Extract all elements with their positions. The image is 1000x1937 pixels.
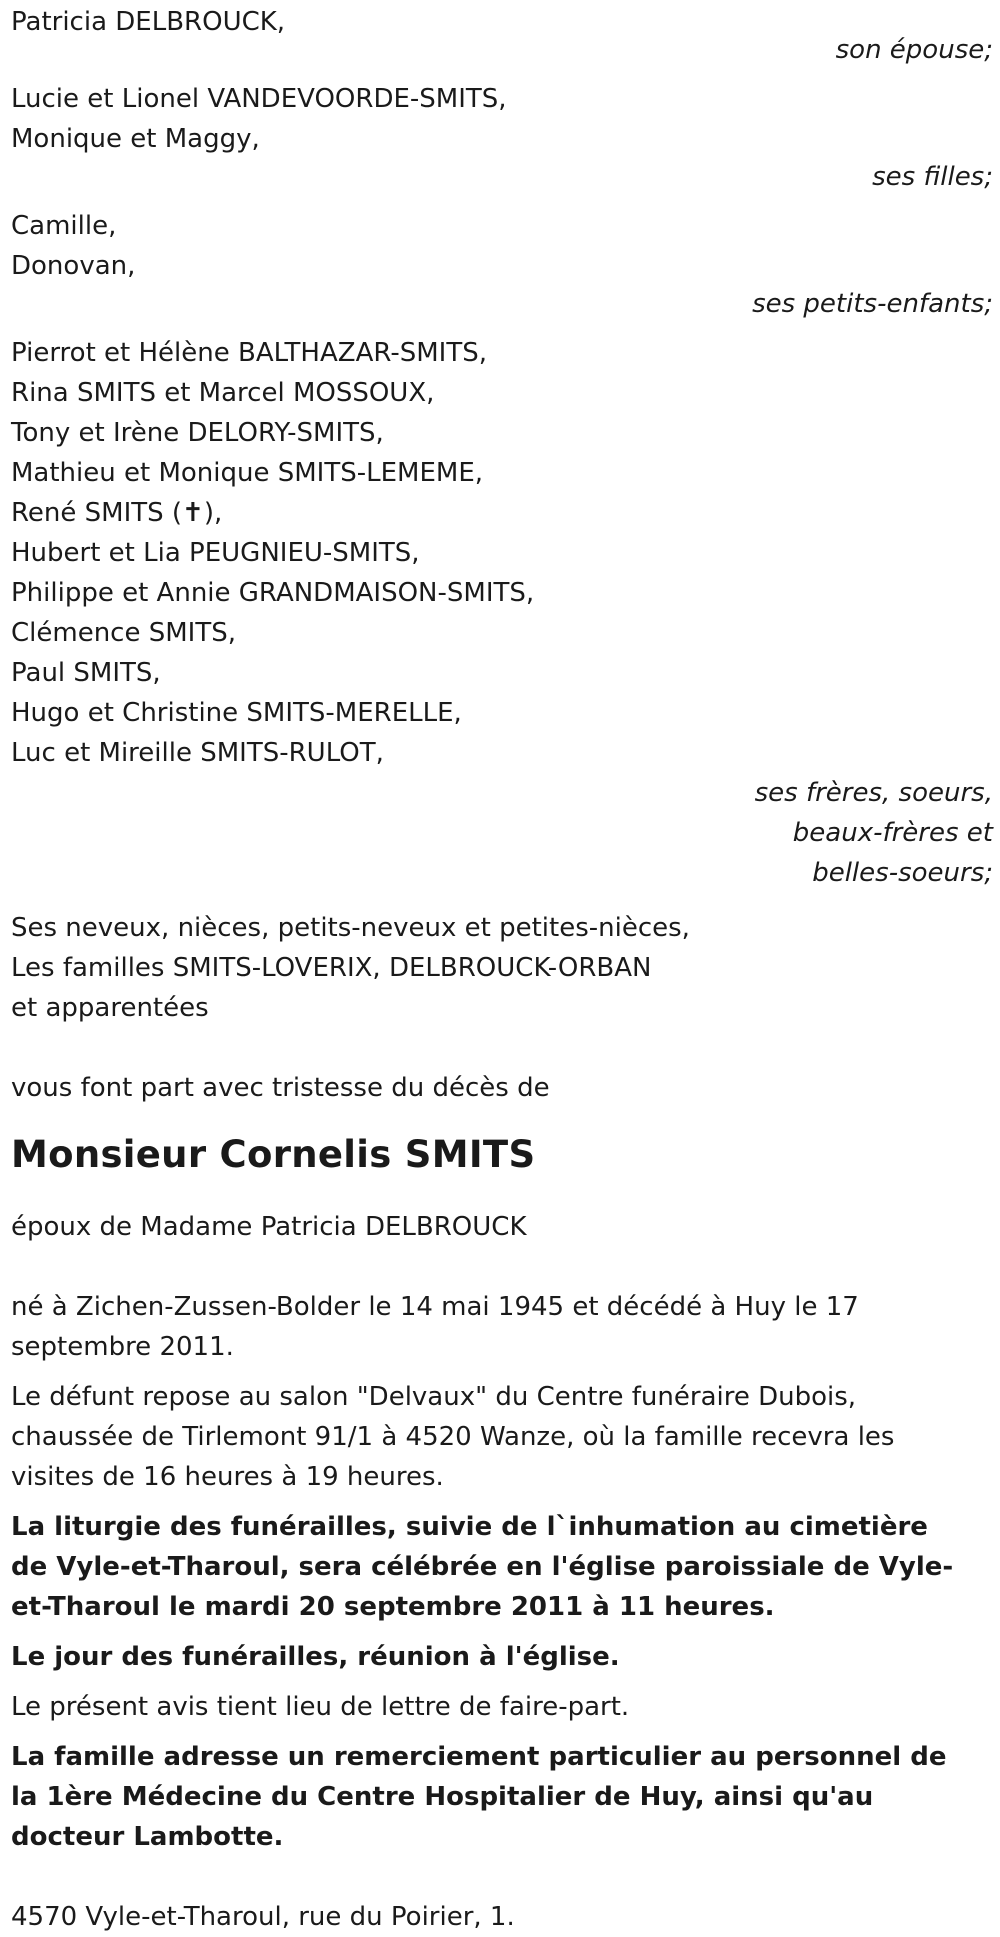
name-line: Camille, — [11, 211, 117, 241]
name-line: Clémence SMITS, — [11, 618, 236, 648]
thanks-text: La famille adresse un remerciement particulier au personnel de la 1ère Médecine du Centre Hospitalier de Huy, ainsi qu'au docteur Lambotte. — [11, 1742, 947, 1852]
role-line: ses frères, soeurs, — [754, 778, 993, 808]
name-line: Monique et Maggy, — [11, 124, 260, 154]
name-line: Hubert et Lia PEUGNIEU-SMITS, — [11, 538, 420, 568]
deceased-name: Monsieur Cornelis SMITS — [11, 1133, 536, 1176]
address: 4570 Vyle-et-Tharoul, rue du Poirier, 1. — [11, 1902, 515, 1932]
role-line: ses petits-enfants; — [752, 289, 993, 319]
name-line: Mathieu et Monique SMITS-LEMEME, — [11, 458, 484, 488]
meeting-notice: Le jour des funérailles, réunion à l'église. — [11, 1642, 620, 1672]
siblings-role — [11, 773, 993, 893]
other-relatives — [11, 908, 1000, 1028]
role-line: belles-soeurs; — [812, 858, 993, 888]
notice-text: Le présent avis tient lieu de lettre de faire-part. — [11, 1692, 630, 1722]
name-line: Tony et Irène DELORY-SMITS, — [11, 418, 384, 448]
name-line: Rina SMITS et Marcel MOSSOUX, — [11, 378, 435, 408]
name-line: Philippe et Annie GRANDMAISON-SMITS, — [11, 578, 535, 608]
spouse-line: époux de Madame Patricia DELBROUCK — [11, 1212, 527, 1242]
role-line: son épouse; — [835, 35, 993, 65]
name-line: et apparentées — [11, 993, 209, 1023]
name-line: Luc et Mireille SMITS-RULOT, — [11, 738, 384, 768]
name-line: Lucie et Lionel VANDEVOORDE-SMITS, — [11, 84, 507, 114]
name-line: Ses neveux, nièces, petits-neveux et petites-nièces, — [11, 913, 690, 943]
grandchildren-role — [11, 284, 993, 324]
role-line: ses filles; — [872, 162, 993, 192]
name-line: Hugo et Christine SMITS-MERELLE, — [11, 698, 462, 728]
daughters-role — [11, 157, 993, 197]
birth-death: né à Zichen-Zussen-Bolder le 14 mai 1945 et décédé à Huy le 17 septembre 2011. — [11, 1292, 859, 1362]
daughters-names — [11, 79, 1000, 159]
obituary-page — [0, 2, 1000, 1937]
visitation: Le défunt repose au salon "Delvaux" du Centre funéraire Dubois, chaussée de Tirlemont 91/1 à 4520 Wanze, où la famille recevra les visites de 16 heures à 19 heures. — [11, 1382, 895, 1492]
name-line: Les familles SMITS-LOVERIX, DELBROUCK-ORBAN — [11, 953, 652, 983]
siblings-group — [11, 333, 1000, 893]
name-line: Pierrot et Hélène BALTHAZAR-SMITS, — [11, 338, 487, 368]
spouse-group — [11, 2, 1000, 70]
grandchildren-names — [11, 206, 1000, 286]
role-line: beaux-frères et — [792, 818, 993, 848]
name-line: Donovan, — [11, 251, 136, 281]
announcement: vous font part avec tristesse du décès de — [11, 1073, 550, 1103]
funeral-details: La liturgie des funérailles, suivie de l`inhumation au cimetière de Vyle-et-Tharoul, sera célébrée en l'église paroissiale de Vyle-et-Tharoul le mardi 20 septembre 2011 à 11 heures. — [11, 1512, 954, 1622]
siblings-names — [11, 333, 1000, 773]
name-line: René SMITS (✝), — [11, 498, 223, 528]
name-line: Paul SMITS, — [11, 658, 161, 688]
daughters-group — [11, 79, 1000, 197]
name-line: Patricia DELBROUCK, — [11, 7, 286, 37]
grandchildren-group — [11, 206, 1000, 324]
